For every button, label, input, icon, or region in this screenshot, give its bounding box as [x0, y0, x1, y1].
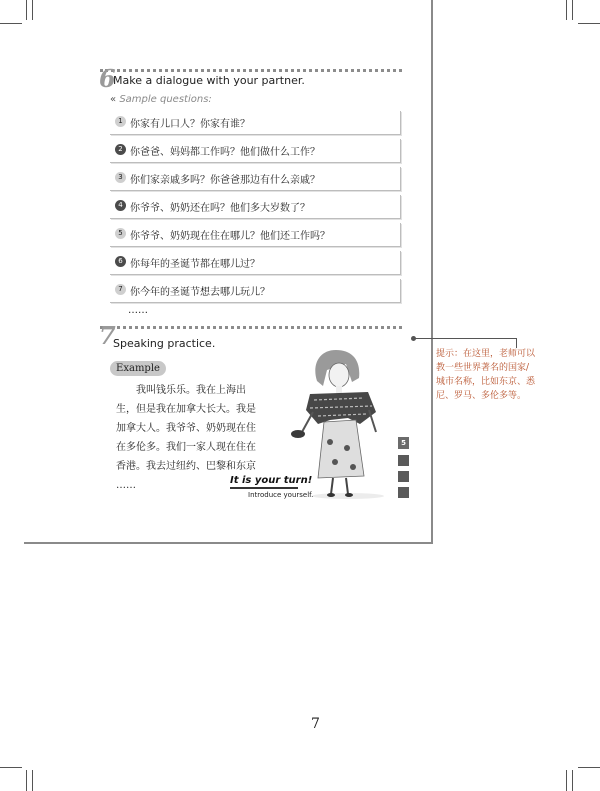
question-row	[110, 279, 401, 303]
chapter-tab	[398, 455, 409, 466]
section-6-number: 6	[99, 64, 116, 93]
section-7-title: Speaking practice.	[113, 337, 216, 350]
your-turn-instruction: Introduce yourself.	[248, 491, 314, 499]
crop-mark	[32, 770, 33, 791]
crop-mark	[0, 767, 22, 768]
note-leader-dot	[411, 336, 416, 341]
question-text: 你们家亲戚多吗？你爸爸那边有什么亲戚？	[130, 175, 320, 186]
question-number-badge: 7	[115, 284, 126, 295]
question-row	[110, 223, 401, 247]
question-text: 你家有儿口人？你家有谁？	[130, 119, 250, 130]
question-number-badge: 4	[115, 200, 126, 211]
section-6-title: Make a dialogue with your partner.	[113, 74, 305, 87]
sample-questions-heading	[110, 94, 212, 105]
section-divider	[100, 69, 402, 72]
more-questions-ellipsis: ……	[128, 305, 148, 316]
question-text: 你每年的圣诞节都在哪儿过？	[130, 259, 260, 270]
crop-mark	[566, 770, 567, 791]
crop-mark	[572, 770, 573, 791]
question-number-badge: 1	[115, 116, 126, 127]
question-row	[110, 111, 401, 135]
chapter-tab-active: 5	[398, 437, 409, 449]
crop-mark	[0, 23, 22, 24]
example-paragraph: 我叫钱乐乐。我在上海出生，但是我在加拿大长大。我是加拿大人。我爷爷、奶奶现在住在多伦多。我们一家人现在住在香港。我去过纽约、巴黎和东京 ……	[116, 385, 256, 491]
question-row	[110, 195, 401, 219]
question-row	[110, 167, 401, 191]
your-turn-heading: It is your turn!	[230, 475, 313, 486]
chapter-tab	[398, 471, 409, 482]
question-number-badge: 5	[115, 228, 126, 239]
your-turn-underline	[230, 487, 298, 489]
question-row	[110, 139, 401, 163]
section-7-number: 7	[99, 321, 116, 350]
crop-mark	[566, 0, 567, 20]
sample-questions-label: Sample questions:	[119, 94, 212, 105]
section-divider	[100, 326, 402, 329]
chevron-icon: «	[110, 94, 117, 105]
crop-mark	[578, 23, 600, 24]
question-number-badge: 6	[115, 256, 126, 267]
question-text: 你爷爷、奶奶现在住在哪儿？他们还工作吗？	[130, 231, 330, 242]
crop-mark	[578, 767, 600, 768]
question-text: 你爷爷、奶奶还在吗？他们多大岁数了？	[130, 203, 310, 214]
question-text: 你今年的圣诞节想去哪儿玩儿？	[130, 287, 270, 298]
page-number: 7	[311, 716, 320, 732]
example-badge: Example	[110, 361, 166, 376]
note-leader-line	[413, 338, 517, 339]
question-row	[110, 251, 401, 275]
chapter-tab	[398, 487, 409, 498]
question-number-badge: 2	[115, 144, 126, 155]
crop-mark	[572, 0, 573, 20]
question-text: 你爸爸、妈妈都工作吗？他们做什么工作？	[130, 147, 320, 158]
crop-mark	[26, 770, 27, 791]
question-number-badge: 3	[115, 172, 126, 183]
teacher-note: 提示：在这里，老师可以教一些世界著名的国家/城市名称，比如东京、悉尼、罗马、多伦多等。	[436, 349, 536, 401]
